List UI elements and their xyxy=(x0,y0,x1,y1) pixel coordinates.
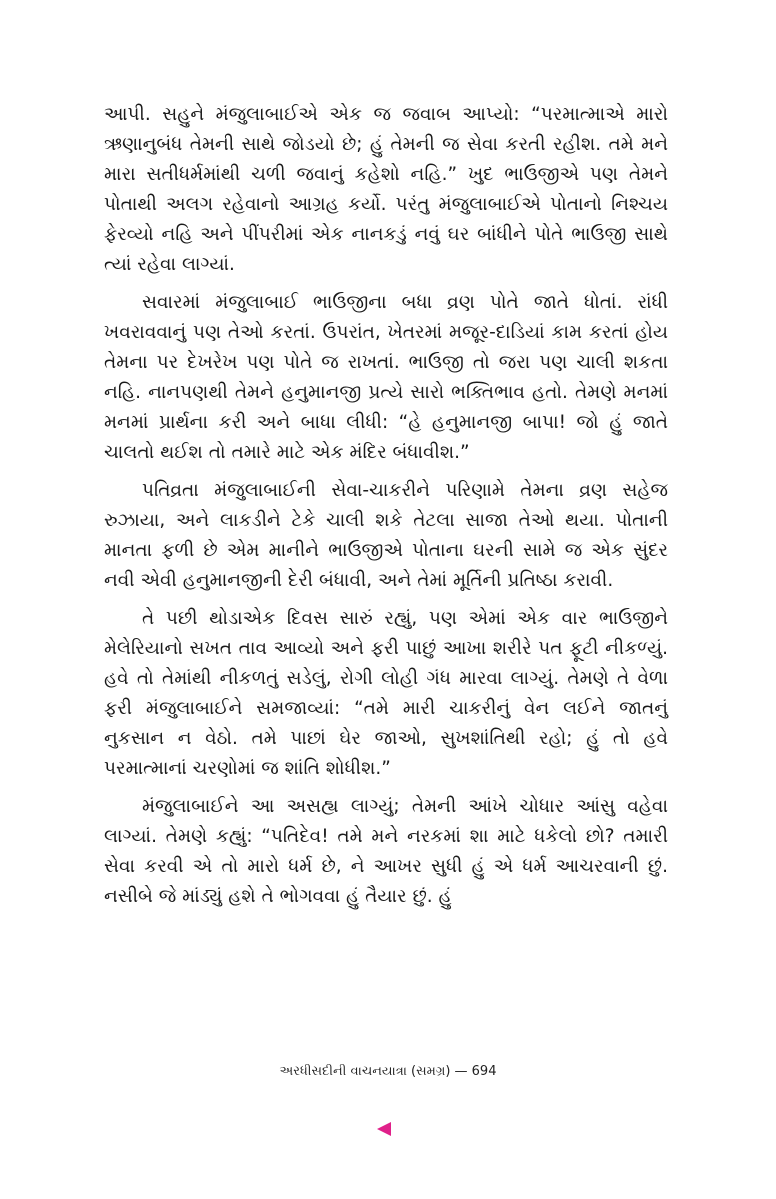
body-text xyxy=(104,100,668,912)
paragraph: મંજુલાબાઈને આ અસહ્ય લાગ્યું; તેમની આંખે ચોધાર આંસુ વહેવા લાગ્યાં. તેમણે કહ્યું: “પતિદેવ! તમે મને નરકમાં શા માટે ધકેલો છો? તમારી સેવા કરવી એ તો મારો ધર્મ છે, ને આખર સુધી હું એ ધર્મ આચરવાની છું. નસીબે જે માંડ્યું હશે તે ભોગવવા હું તૈયાર છું. હું xyxy=(104,796,668,907)
paragraph: તે પછી થોડાએક દિવસ સારું રહ્યું, પણ એમાં એક વાર ભાઉજીને મેલેરિયાનો સખત તાવ આવ્યો અને ફરી પાછું આખા શરીરે પત ફૂટી નીકળ્યું. હવે તો તેમાંથી નીકળતું સડેલું, રોગી લોહી ગંધ મારવા લાગ્યું. તેમણે તે વેળા ફરી મંજુલાબાઈને સમજાવ્યાં: “તમે મારી ચાકરીનું વેન લઈને જાતનું નુકસાન ન વેઠો. તમે પાછાં ઘેર જાઓ, સુખશાંતિથી રહો; હું તો હવે પરમાત્માનાં ચરણોમાં જ શાંતિ શોધીશ.” xyxy=(104,608,668,779)
previous-page-arrow-icon[interactable] xyxy=(377,1122,391,1136)
paragraph: સવારમાં મંજુલાબાઈ ભાઉજીના બધા વ્રણ પોતે જાતે ધોતાં. રાંધી ખવરાવવાનું પણ તેઓ કરતાં. ઉપરાંત, ખેતરમાં મજૂર-દાડિયાં કામ કરતાં હોય તેમના પર દેખરેખ પણ પોતે જ રાખતાં. ભાઉજી તો જરા પણ ચાલી શકતા નહિ. નાનપણથી તેમને હનુમાનજી પ્રત્યે સારો ભક્તિભાવ હતો. તેમણે મનમાં મનમાં પ્રાર્થના કરી અને બાધા લીધી: “હે હનુમાનજી બાપા! જો હું જાતે ચાલતો થઈશ તો તમારે માટે એક મંદિર બંધાવીશ.” xyxy=(104,292,668,463)
paragraph: આપી. સહુને મંજુલાબાઈએ એક જ જવાબ આપ્યો: “પરમાત્માએ મારો ઋણાનુબંધ તેમની સાથે જોડયો છે; હું તેમની જ સેવા કરતી રહીશ. તમે મને મારા સતીધર્મમાંથી ચળી જવાનું કહેશો નહિ.” ખુદ ભાઉજીએ પણ તેમને પોતાથી અલગ રહેવાનો આગ્રહ કર્યો. પરંતુ મંજુલાબાઈએ પોતાનો નિશ્ચય ફેરવ્યો નહિ અને પીંપરીમાં એક નાનકડું નવું ઘર બાંધીને પોતે ભાઉજી સાથે ત્યાં રહેવા લાગ્યાં. xyxy=(104,104,668,275)
page-footer: અરધીસદીની વાચનયાત્રા (સમગ્ર) — 694 xyxy=(279,1064,497,1079)
paragraph: પતિવ્રતા મંજુલાબાઈની સેવા-ચાકરીને પરિણામે તેમના વ્રણ સહેજ રુઝાયા, અને લાકડીને ટેકે ચાલી શકે તેટલા સાજા તેઓ થયા. પોતાની માનતા ફળી છે એમ માનીને ભાઉજીએ પોતાના ઘરની સામે જ એક સુંદર નવી એવી હનુમાનજીની દેરી બંધાવી, અને તેમાં મૂર્તિની પ્રતિષ્ઠા કરાવી. xyxy=(104,480,668,591)
